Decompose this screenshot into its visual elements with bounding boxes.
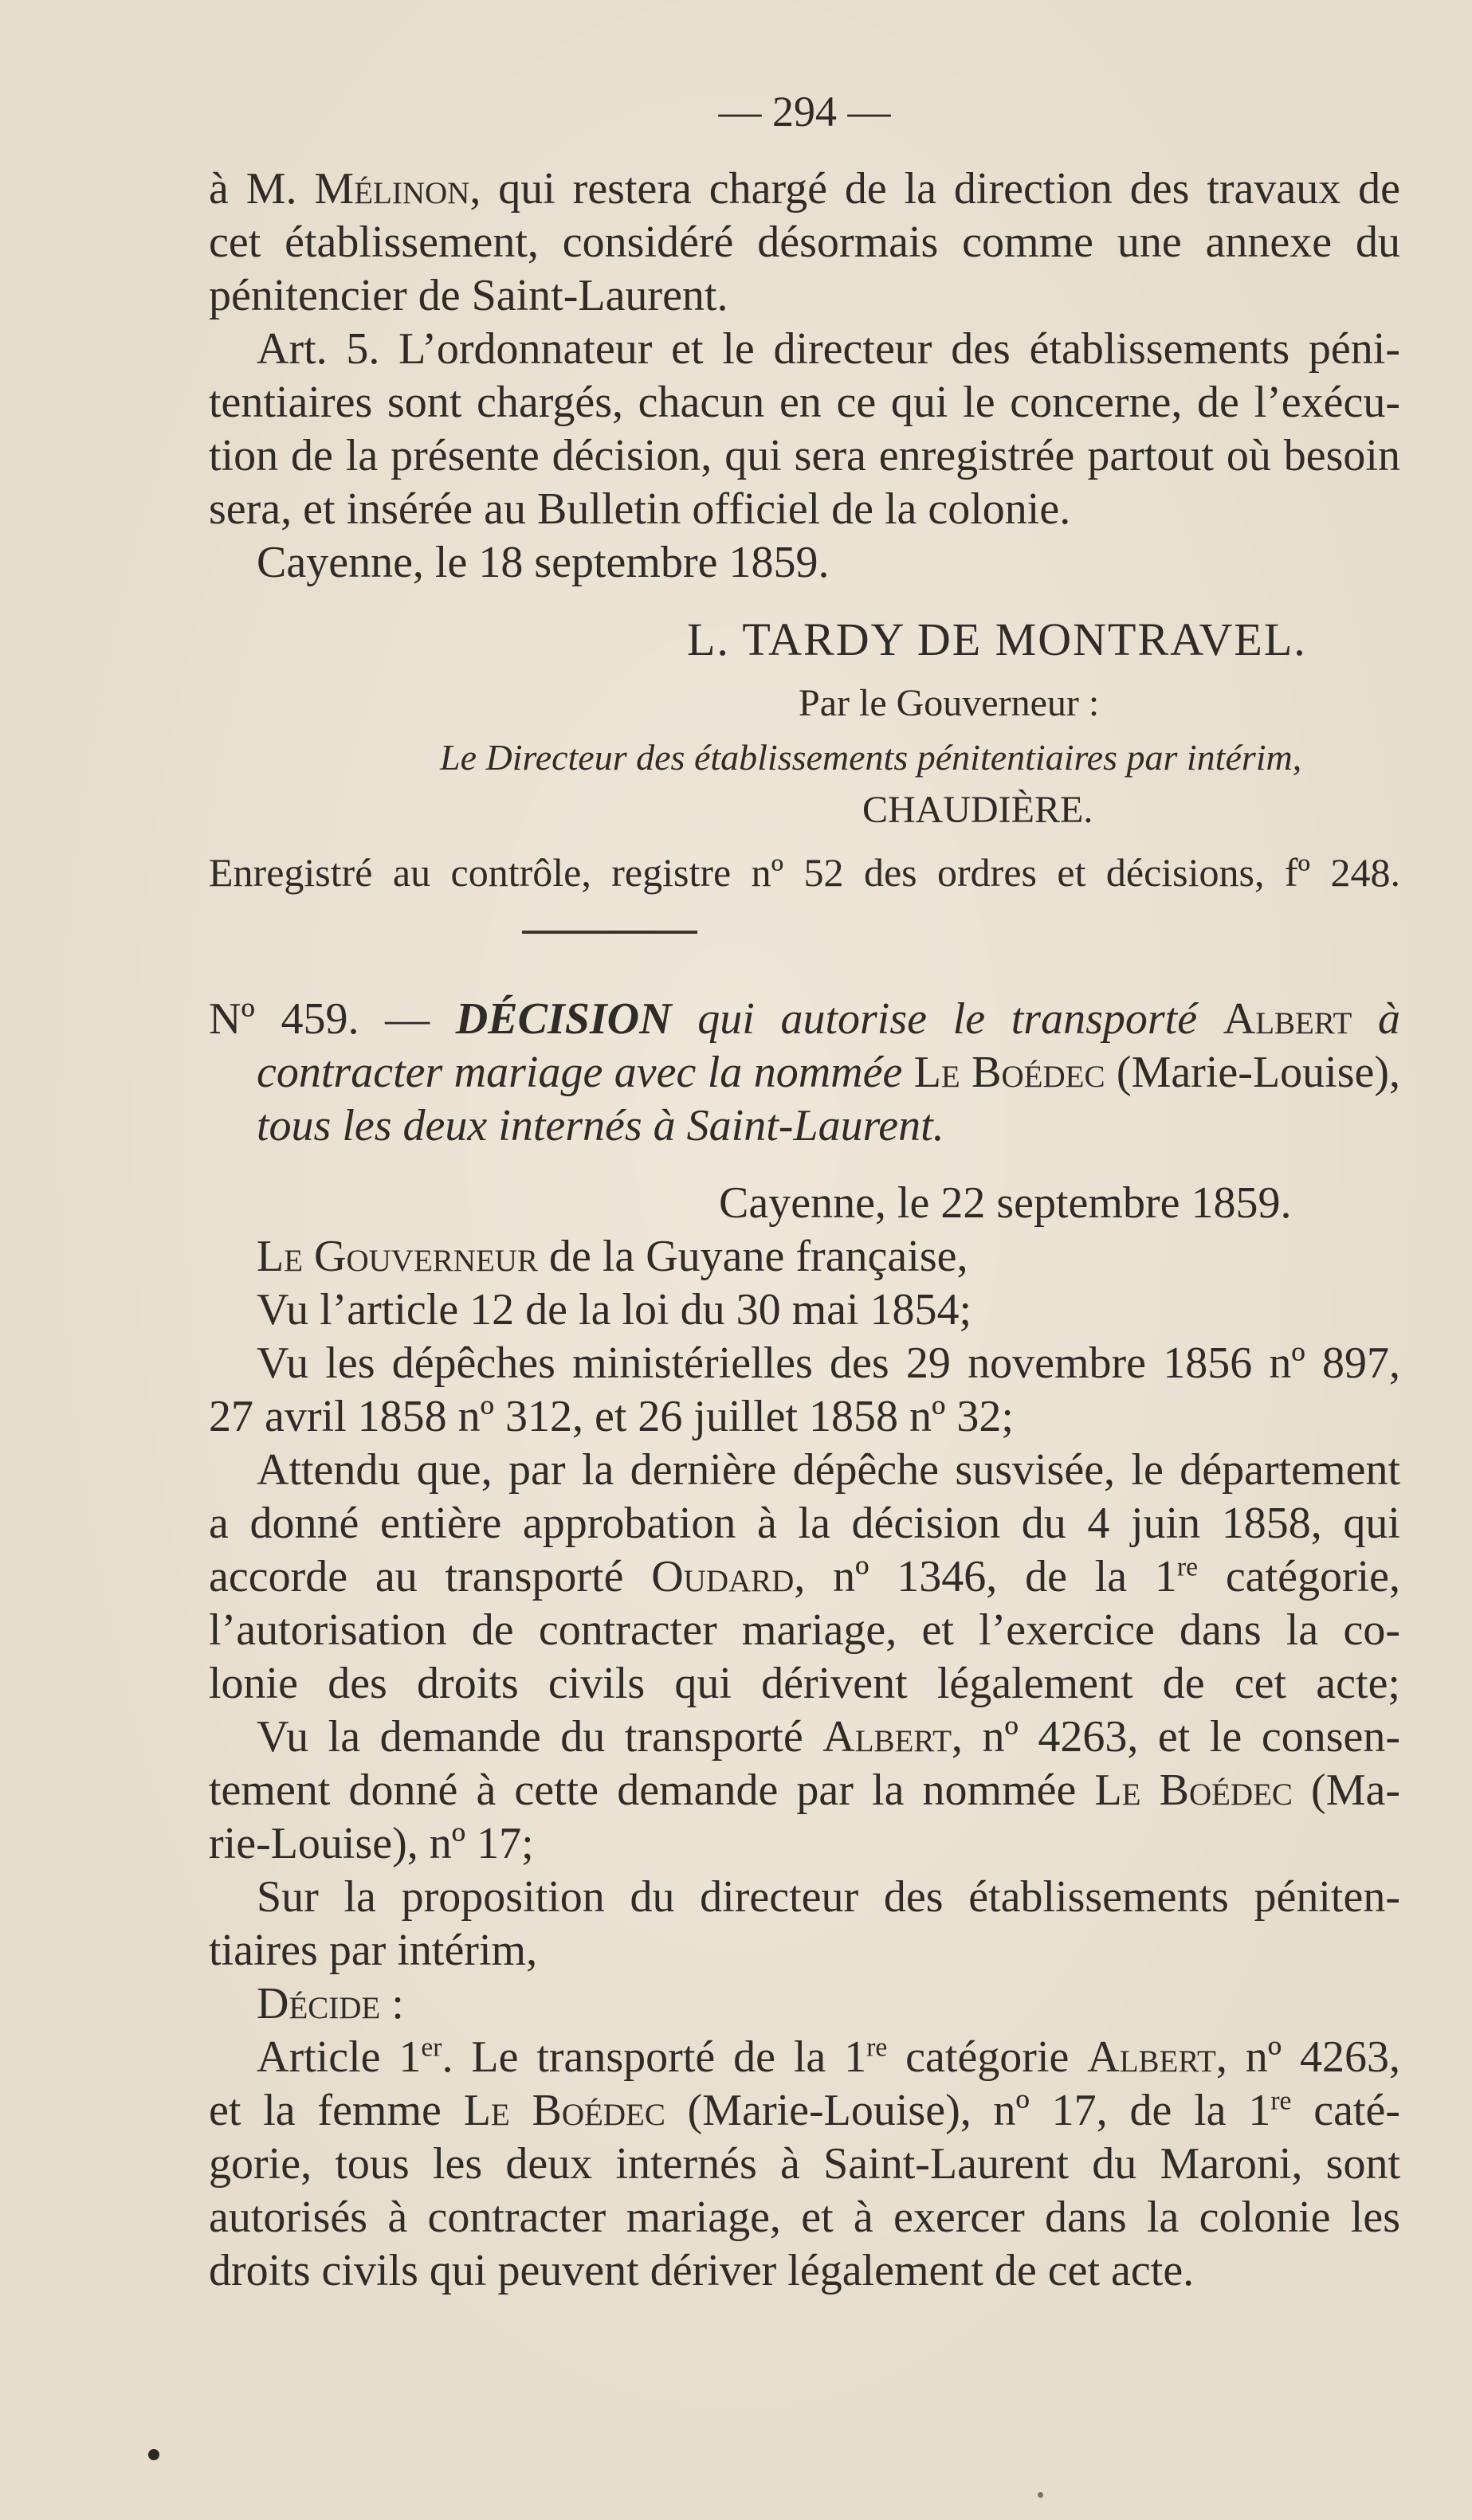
article-1-line: autorisés à contracter mariage, et à exercer dans la colonie les bbox=[209, 2193, 1400, 2242]
vu-line: 27 avril 1858 nº 312, et 26 juillet 1858 nº 32; bbox=[209, 1392, 1014, 1441]
section-divider bbox=[522, 931, 697, 934]
signatory-name bbox=[209, 614, 1472, 666]
demande-line: rie-Louise), nº 17; bbox=[209, 1819, 534, 1868]
attendu-line: Attendu que, par la dernière dépêche susvisée, le département bbox=[257, 1445, 1400, 1495]
article-5-line: Art. 5. L’ordonnateur et le directeur des établissements péni- bbox=[257, 324, 1400, 374]
text-run: tement donné à cette demande par la nommée bbox=[209, 1766, 1095, 1815]
text-run: à bbox=[1352, 994, 1401, 1044]
proposition-line: tiaires par intérim, bbox=[209, 1926, 538, 1975]
text-line: cet établissement, considéré désormais comme une annexe du bbox=[209, 218, 1400, 267]
text-run: , nº 4263, et le consen- bbox=[951, 1712, 1400, 1762]
article-1-line bbox=[209, 2085, 1400, 2136]
text-run: . Le transporté de la 1 bbox=[442, 2032, 867, 2082]
par-text: Par le Gouverneur : bbox=[799, 682, 1100, 724]
demande-line bbox=[209, 1711, 1400, 1762]
gouverneur-title: Le Gouverneur bbox=[257, 1232, 538, 1281]
article-5-line: tentiaires sont chargés, chacun en ce qui le concerne, de l’exécu- bbox=[209, 378, 1400, 427]
registration-text: Enregistré au contrôle, registre nº 52 des ordres et décisions, fº 248. bbox=[209, 850, 1400, 895]
text-run: Vu la demande du transporté bbox=[257, 1712, 823, 1762]
gouverneur-line bbox=[209, 1231, 1400, 1282]
text-run: (Ma- bbox=[1292, 1766, 1400, 1815]
superscript: re bbox=[1270, 2086, 1292, 2116]
text-run: contracter mariage avec la nommée bbox=[257, 1048, 914, 1097]
person-name: Le Boédec bbox=[1094, 1766, 1293, 1815]
signing-date: Cayenne, le 18 septembre 1859. bbox=[257, 538, 830, 587]
text-line bbox=[209, 163, 1400, 214]
demande-line bbox=[209, 1765, 1400, 1816]
role-text: Le Directeur des établissements pénitentiaires par intérim, bbox=[440, 737, 1302, 778]
text-run: qui autorise le transporté bbox=[671, 994, 1223, 1044]
text-run: , nº 4263, bbox=[1215, 2032, 1401, 2082]
text-run: à M. bbox=[209, 164, 315, 214]
countersign-name bbox=[209, 782, 1472, 836]
superscript: re bbox=[1176, 1552, 1199, 1582]
text-run: accorde au transporté bbox=[209, 1552, 652, 1601]
decide-heading: Décide : bbox=[257, 1979, 404, 2028]
text-run: , qui restera chargé de la direction des travaux de bbox=[469, 164, 1400, 214]
decision-date: Cayenne, le 22 septembre 1859. bbox=[719, 1178, 1292, 1228]
text-run: catégorie bbox=[887, 2032, 1088, 2082]
person-name: Albert bbox=[1223, 994, 1352, 1044]
person-name: Oudard bbox=[651, 1552, 795, 1601]
text-run: Article 1 bbox=[257, 2032, 422, 2082]
attendu-line: lonie des droits civils qui dérivent légalement de cet acte; bbox=[209, 1659, 1400, 1708]
person-name: Mélinon bbox=[314, 164, 470, 214]
attendu-line: l’autorisation de contracter mariage, et l’exercice dans la co- bbox=[209, 1605, 1400, 1655]
ink-spot bbox=[1038, 2492, 1043, 2498]
text-run: catégorie, bbox=[1198, 1552, 1401, 1601]
article-1-line bbox=[209, 2032, 1400, 2083]
article-5-line: sera, et insérée au Bulletin officiel de la colonie. bbox=[209, 484, 1071, 534]
decision-header-line bbox=[209, 1047, 1400, 1098]
superscript: re bbox=[866, 2032, 888, 2063]
countersign-text: CHAUDIÈRE. bbox=[862, 789, 1093, 831]
decision-header-line bbox=[209, 993, 1400, 1044]
text-run: (Marie-Louise), bbox=[1105, 1048, 1401, 1097]
article-5-line: tion de la présente décision, qui sera enregistrée partout où besoin bbox=[209, 431, 1400, 480]
text-line: pénitencier de Saint-Laurent. bbox=[209, 271, 728, 320]
signatory-text: L. TARDY DE MONTRAVEL. bbox=[687, 613, 1307, 665]
text-run: de la Guyane française, bbox=[537, 1232, 968, 1281]
text-run: , nº 1346, de la 1 bbox=[794, 1552, 1177, 1601]
person-name: Le Boédec bbox=[913, 1048, 1105, 1097]
registration-note bbox=[209, 846, 1400, 898]
article-1-line: droits civils qui peuvent dériver légalement de cet acte. bbox=[209, 2246, 1195, 2295]
person-name: Albert bbox=[1087, 2032, 1216, 2082]
decision-header-line: tous les deux internés à Saint-Laurent. bbox=[257, 1101, 944, 1150]
person-name: Albert bbox=[822, 1712, 952, 1762]
ink-spot bbox=[148, 2449, 159, 2460]
page-number: — 294 — bbox=[718, 88, 891, 135]
vu-line: Vu l’article 12 de la loi du 30 mai 1854; bbox=[257, 1285, 972, 1334]
superscript: er bbox=[421, 2032, 442, 2063]
vu-line: Vu les dépêches ministérielles des 29 novembre 1856 nº 897, bbox=[257, 1338, 1400, 1388]
text-run: (Marie-Louise), nº 17, de la 1 bbox=[665, 2086, 1271, 2135]
proposition-line: Sur la proposition du directeur des établissements péniten- bbox=[257, 1872, 1400, 1922]
article-1-line: gorie, tous les deux internés à Saint-Laurent du Maroni, sont bbox=[209, 2139, 1400, 2189]
person-name: Le Boédec bbox=[463, 2086, 665, 2135]
countersign-role bbox=[209, 730, 1472, 783]
decision-number: Nº 459. — bbox=[209, 994, 456, 1044]
text-run: et la femme bbox=[209, 2086, 464, 2135]
text-run: caté- bbox=[1291, 2086, 1400, 2135]
attendu-line bbox=[209, 1551, 1400, 1602]
attendu-line: a donné entière approbation à la décision du 4 juin 1858, qui bbox=[209, 1499, 1400, 1548]
par-le-gouverneur bbox=[209, 676, 1472, 729]
decision-kind: DÉCISION bbox=[455, 994, 672, 1044]
